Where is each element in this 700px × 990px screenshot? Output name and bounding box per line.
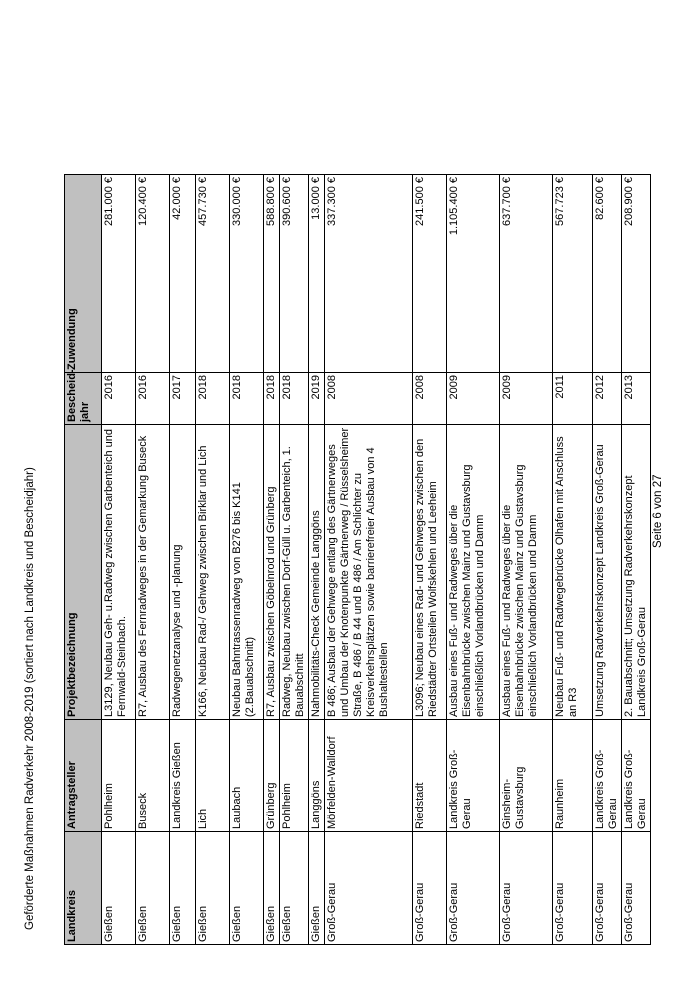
cell-landkreis: Groß-Gerau	[553, 832, 593, 945]
page-number: Seite 6 von 27	[652, 474, 664, 548]
table-row	[553, 175, 593, 945]
cell-zuwendung: 1.105.400 €	[447, 175, 500, 373]
cell-landkreis: Groß-Gerau	[593, 832, 622, 945]
table-row	[136, 175, 170, 945]
header-projekt: Projektbezeichnung	[65, 425, 102, 720]
cell-antragsteller: Pohlheim	[280, 720, 309, 832]
cell-landkreis: Gießen	[264, 832, 280, 945]
cell-landkreis: Groß-Gerau	[325, 832, 413, 945]
cell-antragsteller: Raunheim	[553, 720, 593, 832]
cell-projekt: R7, Ausbau zwischen Göbelnrod und Grünberg	[264, 425, 280, 720]
cell-zuwendung: 13.000 €	[309, 175, 325, 373]
cell-bescheidjahr: 2018	[196, 373, 230, 425]
cell-projekt: Ausbau eines Fuß- und Radweges über die Eisenbahnbrücke zwischen Mainz und Gustavsburg einschließlich Vorlandbrücken und Damm	[447, 425, 500, 720]
cell-bescheidjahr: 2016	[136, 373, 170, 425]
cell-landkreis: Gießen	[136, 832, 170, 945]
header-landkreis: Landkreis	[65, 832, 102, 945]
cell-bescheidjahr: 2008	[325, 373, 413, 425]
cell-bescheidjahr: 2016	[102, 373, 136, 425]
cell-landkreis: Gießen	[230, 832, 264, 945]
cell-landkreis: Gießen	[102, 832, 136, 945]
cell-antragsteller: Riedstadt	[413, 720, 447, 832]
cell-zuwendung: 281.000 €	[102, 175, 136, 373]
cell-antragsteller: Lich	[196, 720, 230, 832]
cell-bescheidjahr: 2008	[413, 373, 447, 425]
cell-zuwendung: 241.500 €	[413, 175, 447, 373]
cell-antragsteller: Ginsheim-Gustavsburg	[500, 720, 553, 832]
table-row	[230, 175, 264, 945]
cell-projekt: R7, Ausbau des Fernradweges in der Gemarkung Buseck	[136, 425, 170, 720]
table-row	[264, 175, 280, 945]
cell-landkreis: Groß-Gerau	[622, 832, 651, 945]
header-zuwendung: Zuwendung	[65, 175, 102, 373]
cell-projekt: Radweg, Neubau zwischen Dorf-Güll u. Garbenteich, 1. Bauabschnitt	[280, 425, 309, 720]
cell-antragsteller: Buseck	[136, 720, 170, 832]
cell-zuwendung: 330.000 €	[230, 175, 264, 373]
cell-projekt: Radwegenetzanalyse und -planung	[170, 425, 196, 720]
cell-antragsteller: Grünberg	[264, 720, 280, 832]
cell-zuwendung: 120.400 €	[136, 175, 170, 373]
cell-bescheidjahr: 2018	[264, 373, 280, 425]
cell-bescheidjahr: 2013	[622, 373, 651, 425]
cell-landkreis: Groß-Gerau	[413, 832, 447, 945]
header-antragsteller: Antragsteller	[65, 720, 102, 832]
cell-antragsteller: Landkreis Gießen	[170, 720, 196, 832]
cell-landkreis: Groß-Gerau	[500, 832, 553, 945]
table-row	[413, 175, 447, 945]
table-row	[622, 175, 651, 945]
cell-antragsteller: Landkreis Groß-Gerau	[447, 720, 500, 832]
table-row	[309, 175, 325, 945]
cell-bescheidjahr: 2009	[447, 373, 500, 425]
funding-table-container	[64, 175, 648, 945]
cell-bescheidjahr: 2018	[280, 373, 309, 425]
table-row	[196, 175, 230, 945]
cell-antragsteller: Mörfelden-Walldorf	[325, 720, 413, 832]
funding-table	[64, 174, 651, 945]
cell-landkreis: Gießen	[170, 832, 196, 945]
cell-antragsteller: Pohlheim	[102, 720, 136, 832]
cell-zuwendung: 42.000 €	[170, 175, 196, 373]
table-row	[280, 175, 309, 945]
table-row	[170, 175, 196, 945]
cell-projekt: K166, Neubau Rad-/ Gehweg zwischen Birklar und Lich	[196, 425, 230, 720]
cell-projekt: B 486; Ausbau der Gehwege entlang des Gärtnerweges und Umbau der Knotenpunkte Gärtnerweg / Rüsselsheimer Straße, B 486 / B 44 und B 486 / Am Schlichter zu Kreisverkehrsplätzen sowie barrierefreier Ausbau von 4 Bushaltestellen	[325, 425, 413, 720]
cell-antragsteller: Langgöns	[309, 720, 325, 832]
cell-zuwendung: 567.723 €	[553, 175, 593, 373]
table-row	[500, 175, 553, 945]
cell-zuwendung: 588.800 €	[264, 175, 280, 373]
document-caption: Geförderte Maßnahmen Radverkehr 2008-2019 (sortiert nach Landkreis und Bescheidjahr)	[24, 467, 36, 930]
cell-bescheidjahr: 2018	[230, 373, 264, 425]
cell-antragsteller: Landkreis Groß-Gerau	[622, 720, 651, 832]
cell-antragsteller: Landkreis Groß-Gerau	[593, 720, 622, 832]
table-header-row	[65, 175, 102, 945]
cell-bescheidjahr: 2011	[553, 373, 593, 425]
table-row	[325, 175, 413, 945]
cell-antragsteller: Laubach	[230, 720, 264, 832]
cell-projekt: L3096; Neubau eines Rad- und Gehweges zwischen den Riedstädter Ortsteilen Wolfskehlen und Leeheim	[413, 425, 447, 720]
cell-bescheidjahr: 2009	[500, 373, 553, 425]
cell-zuwendung: 208.900 €	[622, 175, 651, 373]
cell-projekt: L3129, Neubau Geh- u.Radweg zwischen Garbenteich und Fernwald-Steinbach.	[102, 425, 136, 720]
cell-zuwendung: 637.700 €	[500, 175, 553, 373]
cell-zuwendung: 82.600 €	[593, 175, 622, 373]
table-row	[102, 175, 136, 945]
cell-projekt: Neubau Bahntrassenradweg von B276 bis K141 (2.Bauabschnitt)	[230, 425, 264, 720]
cell-bescheidjahr: 2017	[170, 373, 196, 425]
cell-projekt: Neubau Fuß- und Radwegebrücke Olhafen mit Anschluss an R3	[553, 425, 593, 720]
cell-zuwendung: 390.600 €	[280, 175, 309, 373]
cell-landkreis: Gießen	[280, 832, 309, 945]
cell-landkreis: Gießen	[196, 832, 230, 945]
header-bescheidjahr: Bescheid-jahr	[65, 373, 102, 425]
cell-projekt: Nahmobilitäts-Check Gemeinde Langgöns	[309, 425, 325, 720]
cell-projekt: Umsetzung Radverkehrskonzept Landkreis Groß-Gerau	[593, 425, 622, 720]
cell-landkreis: Groß-Gerau	[447, 832, 500, 945]
cell-bescheidjahr: 2019	[309, 373, 325, 425]
cell-zuwendung: 457.730 €	[196, 175, 230, 373]
cell-bescheidjahr: 2012	[593, 373, 622, 425]
cell-zuwendung: 337.300 €	[325, 175, 413, 373]
table-row	[593, 175, 622, 945]
table-body	[102, 175, 651, 945]
table-row	[447, 175, 500, 945]
cell-projekt: 2. Bauabschnitt; Umsetzung Radverkehrskonzept Landkreis Groß-Gerau	[622, 425, 651, 720]
cell-projekt: Ausbau eines Fuß- und Radweges über die Eisenbahnbrücke zwischen Mainz und Gustavsburg einschließlich Vorlandbrücken und Damm	[500, 425, 553, 720]
cell-landkreis: Gießen	[309, 832, 325, 945]
